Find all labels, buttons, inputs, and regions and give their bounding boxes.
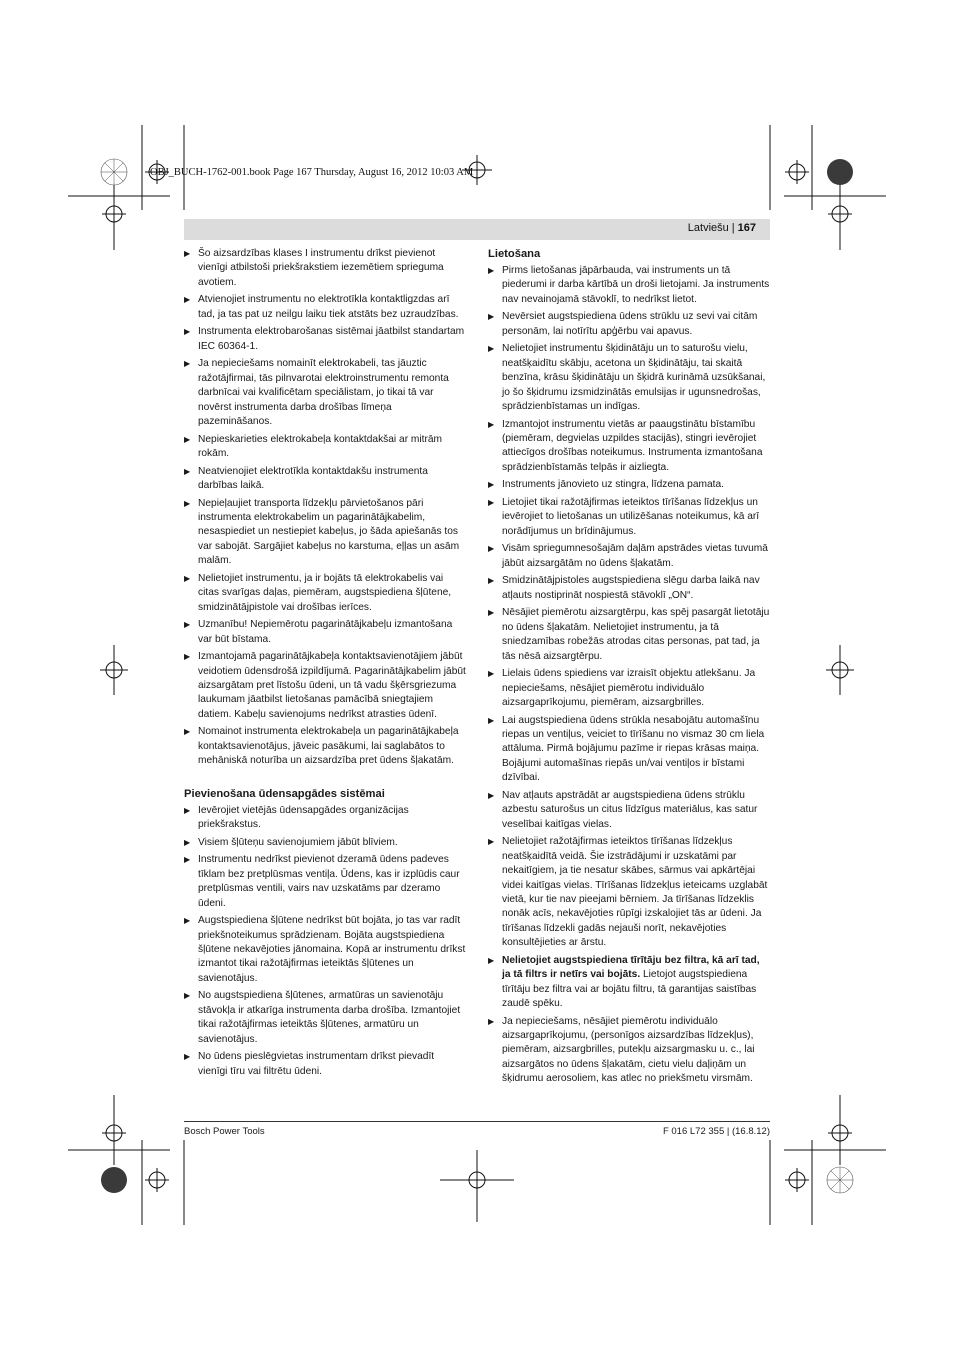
bullet-text: Nelietojiet instrumentu šķidinātāju un to saturošu vielu, neatšķaidītu skābju, acetona un šķidinātāju, tai skaitā benzīna, krāsu šķidinātāju un šķidrā kurināmā uzsūkšanai, jo šo šķidrumu izsmidzinātās emulsijas ir ugunsnedrošas, sprādzienbīstamas un indīgas. xyxy=(502,343,766,413)
header-language: Latviešu xyxy=(687,222,729,234)
bullet-item xyxy=(488,574,770,603)
bullet-text: Instruments jānovieto uz stingra, līdzena pamata. xyxy=(502,479,724,491)
bullet-item xyxy=(488,496,770,539)
triangle-bullet-icon: ▶ xyxy=(488,419,495,429)
triangle-bullet-icon: ▶ xyxy=(184,466,191,476)
footer-doc-code: F 016 L72 355 | (16.8.12) xyxy=(662,1126,770,1137)
triangle-bullet-icon: ▶ xyxy=(184,434,191,444)
page-header: Latviešu | 167 xyxy=(184,219,770,240)
bullet-item xyxy=(184,914,466,986)
bullet-text: Visiem šļūteņu savienojumiem jābūt blīviem. xyxy=(198,836,398,848)
bullet-item xyxy=(488,478,770,492)
bullet-text: Nav atļauts apstrādāt ar augstspiediena ūdens strūklu azbestu saturošus un citus līdzīgus materiālus, kas satur veselībai kaitīgas vielas. xyxy=(502,789,758,830)
bullet-item xyxy=(184,618,466,647)
bullet-text: Šo aizsardzības klases I instrumentu drīkst pievienot vienīgi atbilstoši priekšrakstiem iezemētiem sprieguma avotiem. xyxy=(198,248,444,288)
section-title-operation: Lietošana xyxy=(488,248,541,260)
bullet-item xyxy=(488,667,770,710)
triangle-bullet-icon: ▶ xyxy=(184,855,191,865)
bullet-item xyxy=(184,497,466,569)
triangle-bullet-icon: ▶ xyxy=(184,837,191,847)
bullet-item xyxy=(488,418,770,476)
bullet-item xyxy=(184,1050,466,1079)
bullet-text: Instrumenta elektrobarošanas sistēmai jāatbilst standartam IEC 60364-1. xyxy=(198,326,465,352)
bullet-item xyxy=(184,650,466,722)
section-title-water-supply: Pievienošana ūdensapgādes sistēmai xyxy=(184,787,385,800)
bullet-text: Lietojiet tikai ražotājfirmas ieteiktos tīrīšanas līdzekļus un ievērojiet to lietošanas un utilizēšanas noteikumus, kā arī norādījumus un brīdinājumus. xyxy=(502,497,760,537)
triangle-bullet-icon: ▶ xyxy=(184,620,191,630)
bullet-text: Pirms lietošanas jāpārbauda, vai instruments un tā piederumi ir darba kārtībā un droši lietojami. Ja instruments nav nevainojamā stāvoklī, to nedrīkst lietot. xyxy=(502,265,770,305)
bullet-item xyxy=(488,954,770,1012)
right-column xyxy=(488,247,770,1090)
bullet-item xyxy=(184,433,466,462)
page-number: 167 xyxy=(737,222,756,234)
triangle-bullet-icon: ▶ xyxy=(488,1016,495,1026)
footer-brand: Bosch Power Tools xyxy=(184,1126,265,1137)
triangle-bullet-icon: ▶ xyxy=(184,1052,191,1062)
triangle-bullet-icon: ▶ xyxy=(184,295,191,305)
bullet-item xyxy=(184,725,466,768)
bullet-text: Lietojot augstspiediena tīrītāju bez filtra vai ar bojātu filtru, tā garantijas saistības zaudē spēku. xyxy=(502,969,757,1009)
bullet-item xyxy=(184,836,466,850)
triangle-bullet-icon: ▶ xyxy=(184,573,191,583)
bullet-text: Atvienojiet instrumentu no elektrotīkla kontaktligzdas arī tad, ja tas pat uz neilgu laiku tiek atstāts bez uzraudzības. xyxy=(198,294,459,320)
bullet-text: Izmantojamā pagarinātājkabeļa kontaktsavienotājiem jābūt veidotiem ūdensdrošā izpildījumā. Pagarinātājkabelim jābūt aizsargātam pret līstošu ūdeni, un tā vadu šķērsgriezuma laukumam jāatbilst lietošanas pamācībā sniegtajiem datiem. Kabeļu savienojums nedrīkst atrasties ūdenī. xyxy=(198,651,466,720)
triangle-bullet-icon: ▶ xyxy=(488,480,495,490)
bullet-item xyxy=(488,542,770,571)
triangle-bullet-icon: ▶ xyxy=(488,715,495,725)
bullet-item xyxy=(184,989,466,1047)
bullet-item xyxy=(488,606,770,664)
print-slug: OBJ_BUCH-1762-001.book Page 167 Thursday, August 16, 2012 10:03 AM xyxy=(150,167,474,178)
bullet-text: Ja nepieciešams nomainīt elektrokabeli, tas jāuztic ražotājfirmai, tās pilnvarotai elektroinstrumentu remonta darbnīcai vai kvalificētam speciālistam, jo tikai tā var novērst instrumenta darba drošības līmeņa pazemināšanos. xyxy=(198,358,449,428)
triangle-bullet-icon: ▶ xyxy=(488,576,495,586)
bullet-item xyxy=(488,714,770,786)
bullet-text: Instrumentu nedrīkst pievienot dzeramā ūdens padeves tīklam bez pretplūsmas ventiļa. Ūdens, kas ir izplūdis caur pretplūsmas ventili, vairs nav uzskatāms par dzeramo ūdeni. xyxy=(198,854,460,909)
bullet-item xyxy=(184,247,466,290)
triangle-bullet-icon: ▶ xyxy=(488,837,495,847)
triangle-bullet-icon: ▶ xyxy=(184,916,191,926)
triangle-bullet-icon: ▶ xyxy=(184,991,191,1001)
triangle-bullet-icon: ▶ xyxy=(488,312,495,322)
bullet-text: Nelietojiet ražotājfirmas ieteiktos tīrīšanas līdzekļus neatšķaidītā veidā. Šie izstrādājumi ir uzskatāmi par nekaitīgiem, ja tie nesatur skābes, sārmus vai apkārtējai videi kaitīgas vielas. Tīrīšanas līdzekļus ieteicams uzglabāt vietā, kur tie nav pieejami bērniem. Ja tīrīšanas līdzeklis nonāk acīs, nekavējoties rūpīgi izskalojiet tās ar ūdeni. Ja tīrīšanas līdzekli gadās nejauši norīt, nekavējoties konsultējieties ar ārstu. xyxy=(502,836,768,949)
left-column xyxy=(184,247,466,1082)
bullet-text: Lai augstspiediena ūdens strūkla nesabojātu automašīnu riepas un ventiļus, veiciet to tīrīšanu no vismaz 30 cm liela attāluma. Pirmā bojājumu pazīme ir riepas krāsas maiņa. Bojājumi automašīnas riepās un/vai ventiļos ir bīstami dzīvībai. xyxy=(502,714,765,784)
bullet-item xyxy=(488,835,770,950)
bullet-text: Augstspiediena šļūtene nedrīkst būt bojāta, jo tas var radīt priekšnoteikumus sprādzienam. Bojāta augstspiediena šļūtene nekavējoties jānomaina. Kopā ar instrumentu drīkst izmantot tikai ražotājfirmas ieteiktās šļūtenes un savienotājus. xyxy=(198,915,466,984)
operation-bullet-list xyxy=(488,264,770,1087)
bullet-text: Ievērojiet vietējās ūdensapgādes organizācijas priekšrakstus. xyxy=(198,804,409,831)
bullet-text: Nēsājiet piemērotu aizsargtērpu, kas spēj pasargāt lietotāju no ūdens šļakatām. Nelietojiet instrumentu, ja tā sniedzamības robežās atrodas citas personas, pat tad, ja tās nēsā aizsargtērpu. xyxy=(502,607,770,662)
bullet-text: Lielais ūdens spiediens var izraisīt objektu atlekšanu. Ja nepieciešams, nēsājiet piemērotu individuālo aizsargaprīkojumu, piemēram, aizsargbrilles. xyxy=(502,668,756,709)
bullet-text: Ja nepieciešams, nēsājiet piemērotu individuālo aizsargaprīkojumu, (personīgos aizsardzības līdzekļus), piemēram, aizsargbrilles, putekļu aizsargmasku u. c., lai aizsargātos no ūdens šļakatām, cietu vielu daļiņām un šķidrumu aerosoliem, kas atlec no priekšmetu virsmām. xyxy=(502,1015,755,1085)
bullet-text: Izmantojot instrumentu vietās ar paaugstinātu bīstamību (piemēram, degvielas uzpildes stacijās), stingri ievērojiet attiecīgos drošības noteikumus. Instrumenta izmantošana sprādzienbīstamās telpās ir aizliegta. xyxy=(502,418,763,473)
triangle-bullet-icon: ▶ xyxy=(488,544,495,554)
bullet-bold-text: Nelietojiet augstspiediena tīrītāju bez filtra, kā arī tad, ja tā filtrs ir netīrs vai bojāts. xyxy=(502,954,760,981)
bullet-item xyxy=(184,293,466,322)
triangle-bullet-icon: ▶ xyxy=(184,727,191,737)
bullet-item xyxy=(488,342,770,414)
bullet-item xyxy=(488,264,770,307)
triangle-bullet-icon: ▶ xyxy=(488,669,495,679)
bullet-text: Nevērsiet augstspiediena ūdens strūklu uz sevi vai citām personām, lai notīrītu apģērbu vai apavus. xyxy=(502,311,758,337)
triangle-bullet-icon: ▶ xyxy=(488,790,495,800)
bullet-item xyxy=(184,357,466,429)
bullet-text: Visām spriegumnesošajām daļām apstrādes vietas tuvumā jābūt aizsargātām no ūdens šļakatām. xyxy=(502,543,768,569)
triangle-bullet-icon: ▶ xyxy=(184,498,191,508)
triangle-bullet-icon: ▶ xyxy=(184,652,191,662)
bullet-item xyxy=(184,804,466,833)
bullet-item xyxy=(184,465,466,494)
bullet-item xyxy=(184,853,466,911)
bullet-text: Nepieļaujiet transporta līdzekļu pārvietošanos pāri instrumenta elektrokabelim un pagarinātājkabelim, nesaspiediet un nestiepiet kabeļus, jo šāda apiešanās tos var sabojāt. Sargājiet kabeļus no karstuma, eļļas un asām malām. xyxy=(198,497,460,567)
triangle-bullet-icon: ▶ xyxy=(488,344,495,354)
bullet-item xyxy=(184,572,466,615)
triangle-bullet-icon: ▶ xyxy=(488,955,495,965)
triangle-bullet-icon: ▶ xyxy=(184,359,191,369)
bullet-item xyxy=(488,310,770,339)
bullet-item xyxy=(488,789,770,832)
bullet-text: No augstspiediena šļūtenes, armatūras un savienotāju stāvokļa ir atkarīga instrumenta darba drošība. Izmantojiet tikai ražotājfirmas ieteiktās šļūtenes, armatūru un savienotājus. xyxy=(198,990,461,1045)
triangle-bullet-icon: ▶ xyxy=(184,805,191,815)
bullet-text: Nepieskarieties elektrokabeļa kontaktdakšai ar mitrām rokām. xyxy=(198,433,443,460)
bullet-text: Smidzinātājpistoles augstspiediena slēgu darba laikā nav atļauts nostiprināt nospiestā stāvoklī „ON“. xyxy=(502,575,760,601)
water-supply-bullet-list xyxy=(184,804,466,1079)
triangle-bullet-icon: ▶ xyxy=(184,249,191,258)
bullet-text: No ūdens pieslēgvietas instrumentam drīkst pievadīt vienīgi tīru vai filtrētu ūdeni. xyxy=(198,1051,435,1077)
triangle-bullet-icon: ▶ xyxy=(184,327,191,337)
bullet-text: Nelietojiet instrumentu, ja ir bojāts tā elektrokabelis vai citas svarīgas daļas, piemēram, augstspiediena šļūtene, smidzinātājpistole vai drošības ierīces. xyxy=(198,572,452,613)
triangle-bullet-icon: ▶ xyxy=(488,608,495,618)
bullet-text: Uzmanību! Nepiemērotu pagarinātājkabeļu izmantošana var būt bīstama. xyxy=(198,619,453,645)
triangle-bullet-icon: ▶ xyxy=(488,498,495,508)
left-bullet-list xyxy=(184,247,466,769)
footer-divider xyxy=(184,1121,770,1122)
bullet-text: Neatvienojiet elektrotīkla kontaktdakšu instrumenta darbības laikā. xyxy=(198,465,428,492)
bullet-item xyxy=(488,1015,770,1087)
triangle-bullet-icon: ▶ xyxy=(488,266,495,275)
bullet-text: Nomainot instrumenta elektrokabeļa un pagarinātājkabeļa kontaktsavienotājus, jāveic pasākumi, lai saglabātos to mehāniskā noturība un aizsardzība pret ūdens šļakatām. xyxy=(198,726,459,767)
bullet-item xyxy=(184,325,466,354)
